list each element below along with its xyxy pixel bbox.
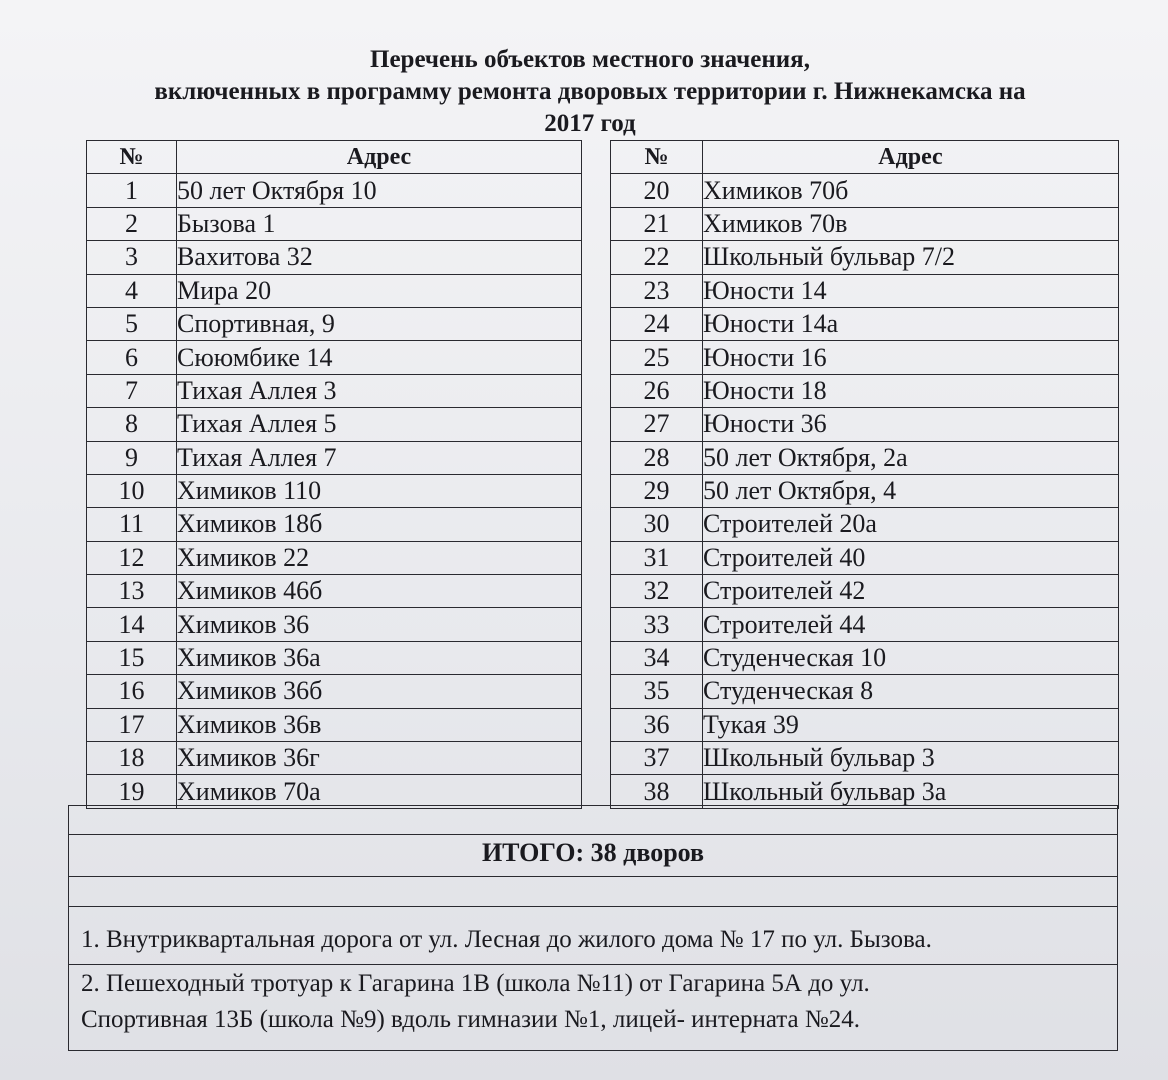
table-row [87,274,582,307]
row-address: Тихая Аллея 5 [177,408,582,441]
table-row [87,541,582,574]
row-number: 20 [611,174,703,207]
row-number: 31 [611,541,703,574]
row-address: Сююмбике 14 [177,341,582,374]
row-address: Школьный бульвар 7/2 [703,241,1119,274]
table-row [87,508,582,541]
row-number: 5 [87,307,177,340]
row-address: Юности 18 [703,374,1119,407]
row-number: 3 [87,241,177,274]
row-address: Химиков 22 [177,541,582,574]
table-row [87,408,582,441]
table-header-row [611,141,1119,174]
row-number: 4 [87,274,177,307]
row-number: 14 [87,608,177,641]
row-number: 18 [87,742,177,775]
row-number: 30 [611,508,703,541]
row-number: 7 [87,374,177,407]
row-number: 32 [611,575,703,608]
row-address: Химиков 70а [177,775,582,808]
table-row [87,608,582,641]
row-address: Бызова 1 [177,207,582,240]
table-row [611,307,1119,340]
row-address: Юности 36 [703,408,1119,441]
table-row [611,675,1119,708]
table-row [87,675,582,708]
row-address: Тихая Аллея 3 [177,374,582,407]
row-number: 34 [611,641,703,674]
row-number: 23 [611,274,703,307]
row-address: Строителей 40 [703,541,1119,574]
table-row [611,241,1119,274]
row-address: Химиков 46б [177,575,582,608]
row-number: 24 [611,307,703,340]
empty-row [69,806,1117,835]
column-header-address: Адрес [703,141,1119,174]
note-row-1 [69,906,1117,965]
total-row [69,834,1117,877]
table-row [87,575,582,608]
row-address: Химиков 70б [703,174,1119,207]
row-number: 22 [611,241,703,274]
table-row [87,474,582,507]
table-row [87,207,582,240]
note-text-2-line-1: 2. Пешеходный тротуар к Гагарина 1В (школа №11) от Гагарина 5А до ул. [81,970,870,997]
table-row [87,742,582,775]
note-text-1: 1. Внутриквартальная дорога от ул. Лесная до жилого дома № 17 по ул. Бызова. [81,926,932,953]
row-address: Химиков 70в [703,207,1119,240]
row-number: 33 [611,608,703,641]
table-row [87,307,582,340]
table-row [611,408,1119,441]
address-table-left [86,140,582,809]
row-number: 21 [611,207,703,240]
row-address: Спортивная, 9 [177,307,582,340]
row-address: Юности 14а [703,307,1119,340]
row-number: 13 [87,575,177,608]
column-header-number: № [87,141,177,174]
row-address: Студенческая 8 [703,675,1119,708]
table-row [611,742,1119,775]
total-count: ИТОГО: 38 дворов [481,838,705,867]
document-title-line-1: Перечень объектов местного значения, [370,46,810,73]
table-row [611,474,1119,507]
row-number: 26 [611,374,703,407]
row-number: 16 [87,675,177,708]
table-row [611,341,1119,374]
table-row [611,274,1119,307]
row-number: 36 [611,708,703,741]
row-address: Строителей 44 [703,608,1119,641]
table-row [611,441,1119,474]
row-address: Мира 20 [177,274,582,307]
table-row [87,174,582,207]
row-address: Химиков 36г [177,742,582,775]
table-row [611,374,1119,407]
row-number: 37 [611,742,703,775]
table-row [611,174,1119,207]
empty-row [69,876,1117,907]
row-number: 19 [87,775,177,808]
row-address: 50 лет Октября 10 [177,174,582,207]
table-row [611,207,1119,240]
row-address: 50 лет Октября, 4 [703,474,1119,507]
row-address: Строителей 42 [703,575,1119,608]
table-row [87,241,582,274]
row-address: Химиков 36б [177,675,582,708]
row-address: Студенческая 10 [703,641,1119,674]
table-row [611,608,1119,641]
address-table-right [610,140,1119,809]
row-number: 6 [87,341,177,374]
table-row [611,508,1119,541]
table-header-row [87,141,582,174]
table-row [87,641,582,674]
document-title-line-2: включенных в программу ремонта дворовых территории г. Нижнекамска на [154,78,1026,105]
table-row [611,575,1119,608]
row-address: Химиков 110 [177,474,582,507]
row-number: 1 [87,174,177,207]
row-address: Школьный бульвар 3 [703,742,1119,775]
table-row [611,641,1119,674]
row-number: 38 [611,775,703,808]
table-row [87,708,582,741]
row-number: 28 [611,441,703,474]
column-header-address: Адрес [177,141,582,174]
row-address: Химиков 36 [177,608,582,641]
table-row [87,341,582,374]
row-address: Школьный бульвар 3а [703,775,1119,808]
note-row-2 [69,964,1117,1050]
row-number: 8 [87,408,177,441]
row-address: Тихая Аллея 7 [177,441,582,474]
row-address: Химиков 36в [177,708,582,741]
row-number: 9 [87,441,177,474]
table-row [611,775,1119,808]
summary-block [68,805,1118,1051]
row-number: 10 [87,474,177,507]
table-row [87,441,582,474]
row-number: 35 [611,675,703,708]
row-address: Юности 14 [703,274,1119,307]
row-address: Тукая 39 [703,708,1119,741]
table-row [87,374,582,407]
note-text-2-line-2: Спортивная 13Б (школа №9) вдоль гимназии №1, лицей- интерната №24. [81,1006,860,1033]
row-address: Юности 16 [703,341,1119,374]
row-number: 12 [87,541,177,574]
row-number: 11 [87,508,177,541]
row-address: Химиков 36а [177,641,582,674]
row-address: Строителей 20а [703,508,1119,541]
note-text-2 [81,966,870,1038]
column-header-number: № [611,141,703,174]
table-row [611,541,1119,574]
row-number: 15 [87,641,177,674]
table-row [87,775,582,808]
row-number: 2 [87,207,177,240]
row-number: 29 [611,474,703,507]
row-number: 17 [87,708,177,741]
row-address: 50 лет Октября, 2а [703,441,1119,474]
row-address: Химиков 18б [177,508,582,541]
row-number: 27 [611,408,703,441]
row-number: 25 [611,341,703,374]
table-row [611,708,1119,741]
document-title-line-3: 2017 год [544,110,636,137]
row-address: Вахитова 32 [177,241,582,274]
